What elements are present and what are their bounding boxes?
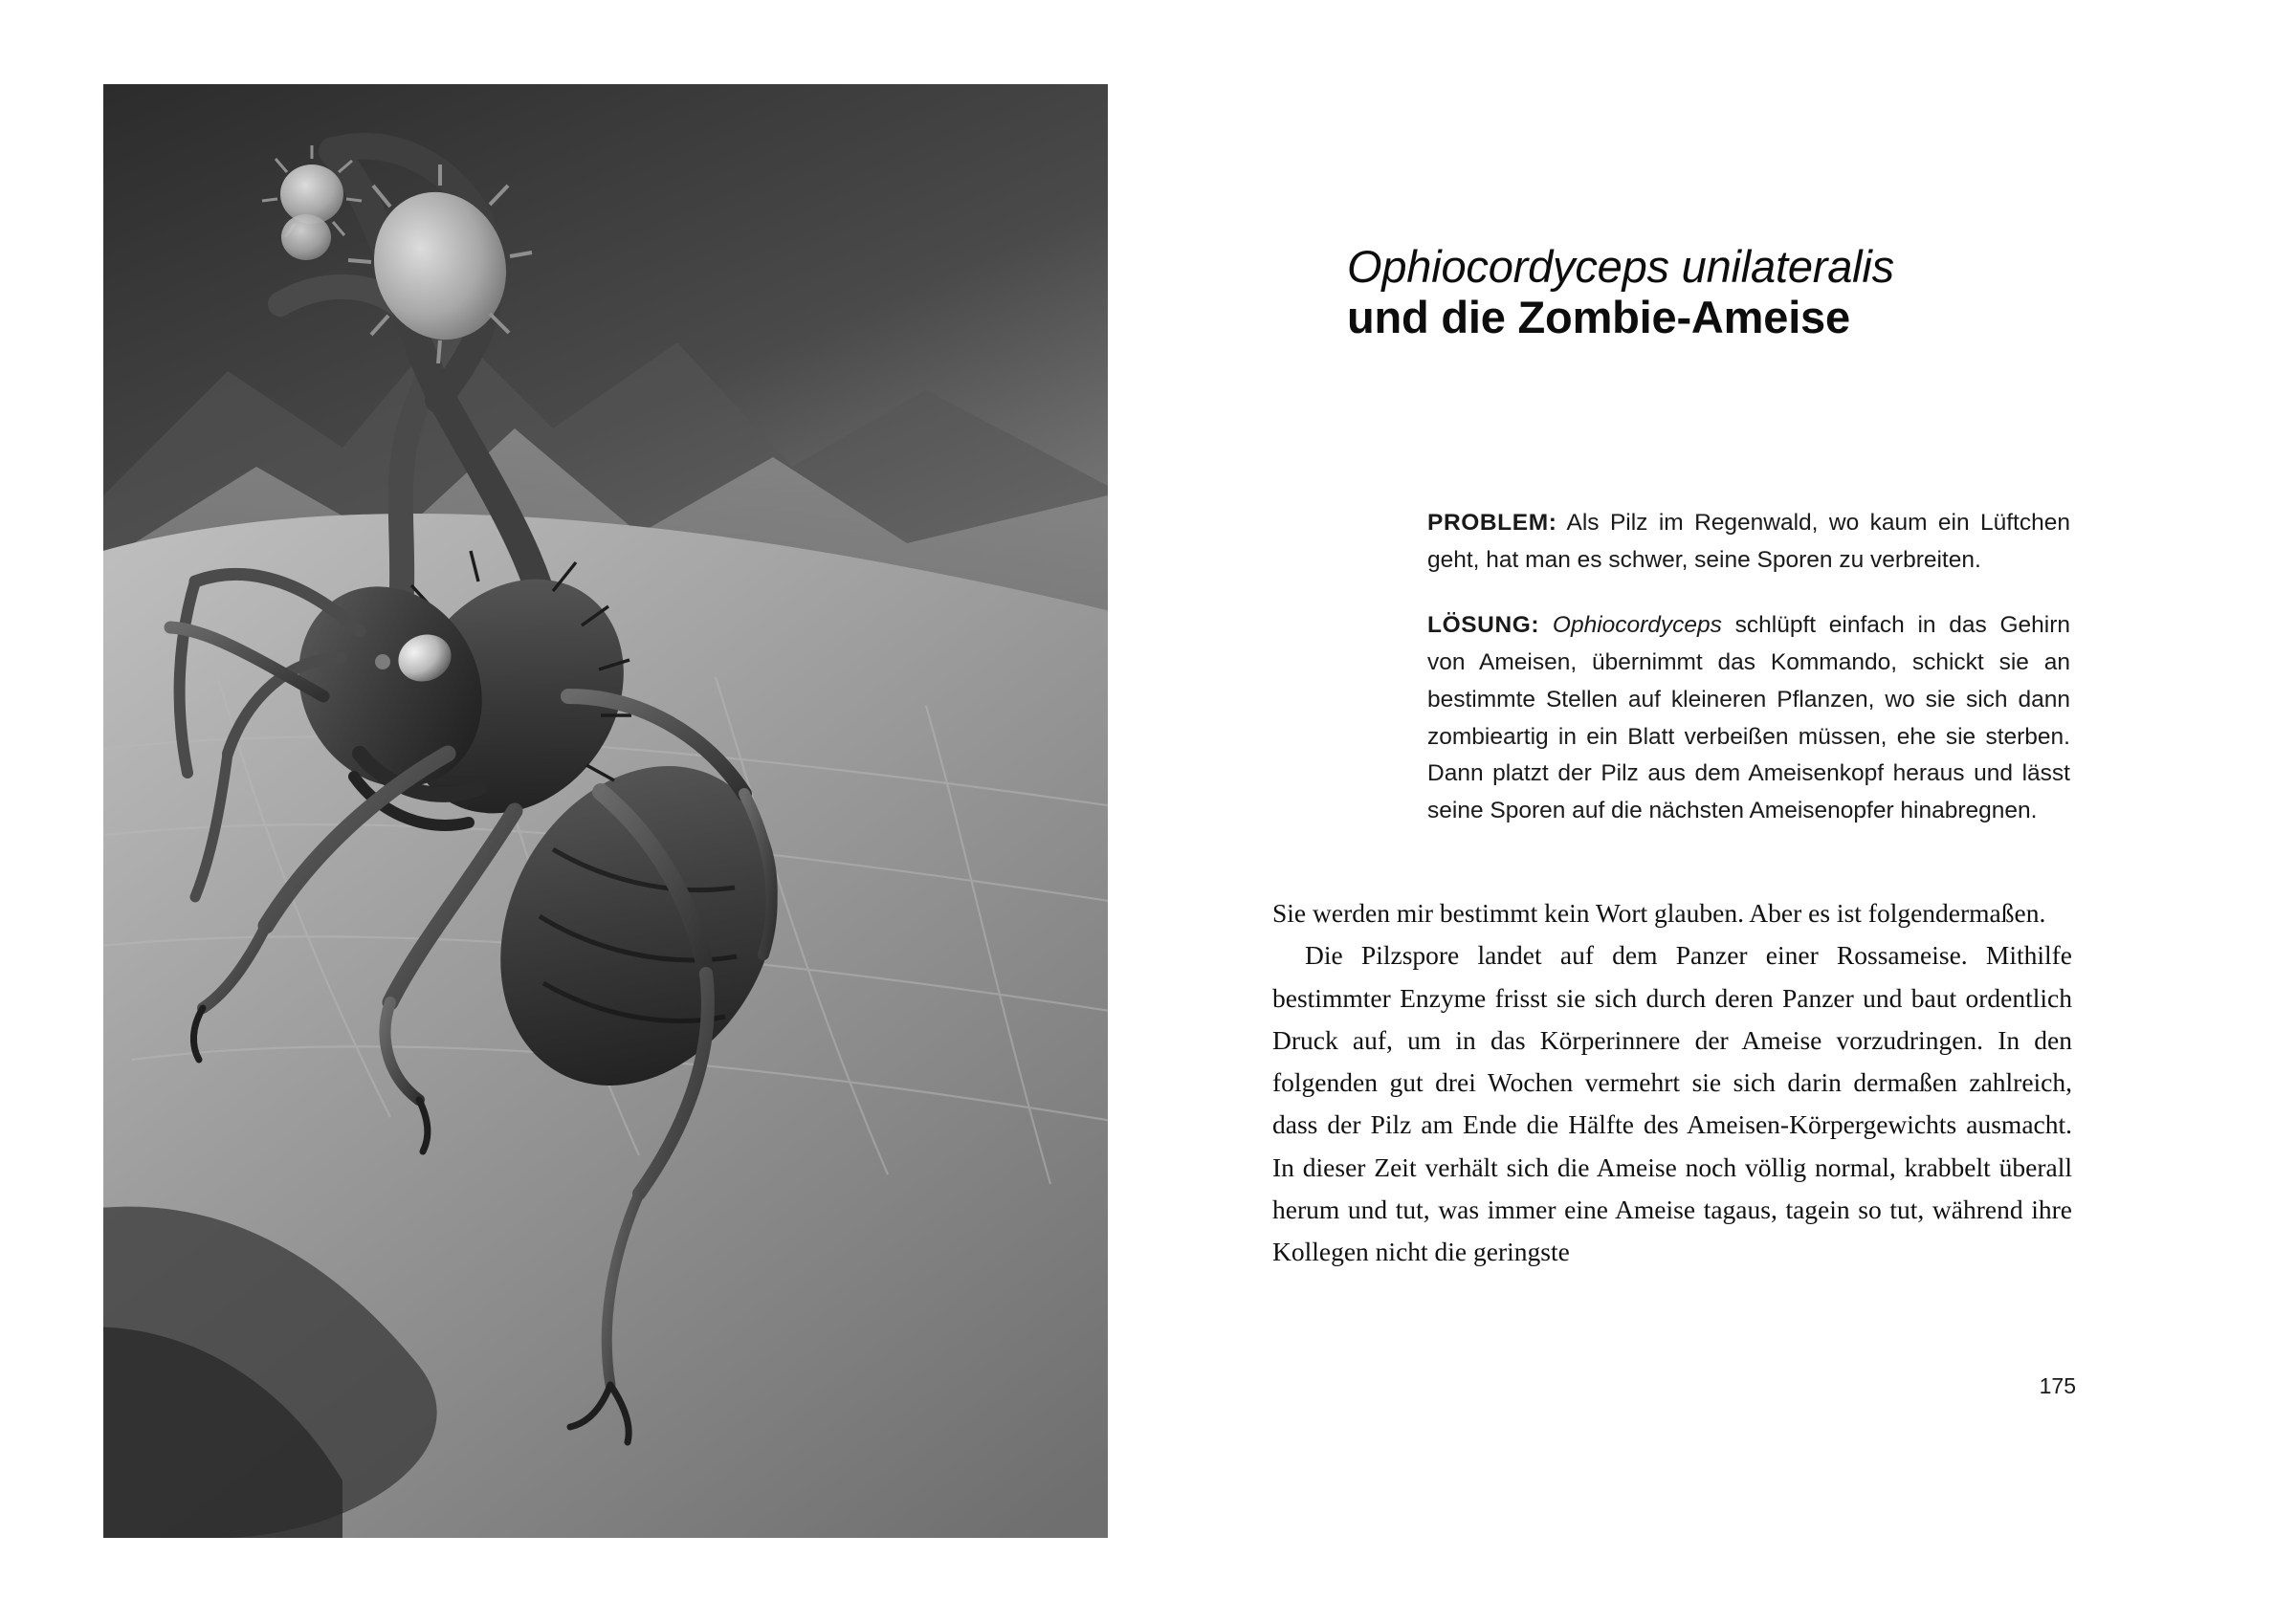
callout-block bbox=[1427, 505, 2070, 830]
title-species: Ophiocordyceps unilateralis bbox=[1347, 241, 1894, 292]
callout-solution-species: Ophiocordyceps bbox=[1552, 612, 1722, 639]
body-paragraph-1: Sie werden mir bestimmt kein Wort glauben. Aber es ist folgendermaßen. bbox=[1272, 898, 2046, 928]
callout-problem bbox=[1427, 505, 2070, 579]
callout-solution-label: LÖSUNG: bbox=[1427, 612, 1540, 639]
zombie-ant-illustration bbox=[103, 84, 1108, 1538]
callout-problem-label: PROBLEM: bbox=[1427, 510, 1557, 536]
callout-problem-text: Als Pilz im Regenwald, wo kaum ein Lüftchen geht, hat man es schwer, seine Sporen zu verbreiten. bbox=[1427, 510, 2070, 573]
text-page bbox=[1272, 84, 2076, 1538]
callout-solution bbox=[1427, 607, 2070, 829]
page-number: 175 bbox=[2039, 1373, 2076, 1398]
body-copy bbox=[1272, 892, 2072, 1273]
body-paragraph-2: Die Pilzspore landet auf dem Panzer einer Rossameise. Mithilfe bestimmter Enzyme frisst sie sich durch deren Panzer und baut ordentlich Druck auf, um in das Körperinnere der Ameise vorzudringen. In den folgenden gut drei Wochen vermehrt sie sich darin dermaßen zahlreich, dass der Pilz am Ende die Hälfte des Ameisen-Körpergewichts ausmacht. In dieser Zeit verhält sich die Ameise noch völlig normal, krabbelt überall herum und tut, was immer eine Ameise tagaus, tagein so tut, während ihre Kollegen nicht die geringste bbox=[1272, 940, 2072, 1267]
title-subtitle: und die Zombie-Ameise bbox=[1347, 291, 1850, 342]
callout-solution-text: schlüpft einfach in das Gehirn von Ameisen, übernimmt das Kommando, schickt sie an bestimmte Stellen auf kleineren Pflanzen, wo sie sich dann zombieartig in ein Blatt verbeißen müssen, ehe sie sterben. Dann platzt der Pilz aus dem Ameisenkopf heraus und lässt seine Sporen auf die nächsten Ameisenopfer hinabregnen. bbox=[1427, 612, 2071, 823]
ant-ocellus bbox=[375, 654, 390, 669]
page-title bbox=[1347, 242, 2074, 342]
illustration-page bbox=[103, 84, 1108, 1538]
